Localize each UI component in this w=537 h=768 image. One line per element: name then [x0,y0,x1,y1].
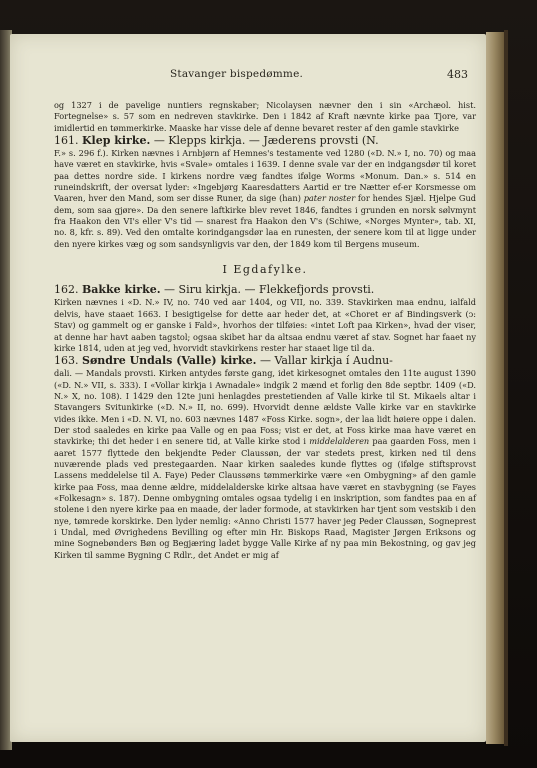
intro-paragraph: og 1327 i de pavelige nuntiers regnskaber; Nicolaysen nævner den i sin «Archæol. hist. Fortegnelse» s. 57 som en nedreven stavkirke. Den i 1842 af Kraft nævnte kirke paa Tjore, var imidlertid en tømmerkirke. Maaske har visse dele af denne bevaret rester af den gamle stavkirke [54,100,476,133]
entry-161-subtitle: — Klepps kirkja. — Jæderens provsti (N. [153,134,379,148]
entry-163-italic: middelalderen [309,436,370,447]
entry-161-title: Klep kirke. [82,134,151,148]
entry-163-number: 163. [54,354,79,368]
entry-163-body-a: dali. — Mandals provsti. Kirken antydes første gang, idet kirkesognet omtales den 11te august 1390 («D. N.» VII, s. 333). I «Vollar kirkja i Awnadale» indgik 2 mænd et forlig den 8de septbr. 1409 («D. N.» X, no. 108). I 1429 den 12te juni henlagdes prestetienden af Valle kirke til St. Mikaels altar i Stavangers Svitunkirke («D. N.» II, no. 699). Hvorvidt denne ældste Valle kirke var en stavkirke vides ikke. Men i «D. N. VI, no. 603 nævnes 1487 «Foss Kirke. sogn», der laa lidt høiere oppe i dalen. Der stod saaledes en kirke paa Valle og en paa Foss; vist er det, at Foss kirke maa have været en stavkirke; thi det heder i en senere tid, at Valle kirke stod i [54,368,476,447]
running-header [50,68,476,84]
header-title: Stavanger bispedømme. [170,68,304,80]
entry-163-body-b: paa gaarden Foss, men i aaret 1577 flyttede den bekjendte Peder Claussøn, der var stedets prest, kirken ned til dens nuværende plads ved prestegaarden. Naar kirken saaledes kunde flyttes og (ifølge stiftsprovst Lassens meddelelse til A. Faye) Peder Claussøns tømmerkirke være «en Ombygning» af den gamle kirke paa Foss, maa denne ældre, middelalderske kirke altsaa have været en stavbygning (se Fayes «Folkesagn» s. 187). Denne ombygning omtales ogsaa tydelig i en inskription, som fandtes paa en af stolene i den nyere kirke paa en maade, der lader formode, at stavkirken har tjent som vestskib i den nye, tømrede korskirke. Den lyder nemlig: «Anno Christi 1577 haver jeg Peder Claussøn, Sogneprest i Undal, med Øvrighedens Bevilling og efter min Hr. Biskops Raad, Magister Jørgen Eriksons og mine Sognebønders Bøn og Begjæring ladet bygge Valle Kirke af ny paa min Bekostning, og gav jeg Kirken til samme Bygning C Rdlr., det Andet er mig af [54,436,476,560]
entry-161-number: 161. [54,134,79,148]
entry-161-body-a: F.» s. 296 f.). Kirken nævnes i Arnbjørn af Hemnes's testamente ved 1280 («D. N.» I, no. 70) og maa have været en stavkirke, hvis «Svale» omtales i 1639. I denne svale var der en indgangsdør til koret paa dettes nordre side. I kirkens nordre væg fandtes ifølge Worms «Monum. Dan.» s. 514 en runeindskrift, der oversat lyder: «Ingebjørg Kaaresdatters Aartid er tre Nætter ef-er Korsmesse om Vaaren, hver den Mand, som ser disse Runer, da sige (han) [54,148,476,204]
page-stack-edge [486,32,504,744]
entry-161-body [54,148,476,250]
entry-163-title: Søndre Undals (Valle) kirke. [82,354,257,368]
entry-162-subtitle: — Siru kirkja. — Flekkefjords provsti. [164,283,375,297]
book-page [10,34,486,742]
entry-161-body-b: for hendes Sjæl. Hjelpe Gud dem, som saa gjøre». Da den senere laftkirke blev revet 1846, fandtes i grunden en norsk sølvmynt fra Haakon den VI's eller V's tid — snarest fra Haakon den V's (Schiwe, «Norges Mynter», tab. XI, no. 8, kfr. s. 89). Ved den omtalte korindgangsdør laa en runesten, der senere kom til at ligge under den nyere kirkes væg og som sandsynligvis var den, der 1849 kom til Bergens museum. [54,193,476,249]
entry-162-number: 162. [54,283,79,297]
page-number: 483 [447,68,468,81]
page-text [54,100,476,561]
entry-162-body: Kirken nævnes i «D. N.» IV, no. 740 ved aar 1404, og VII, no. 339. Stavkirken maa endnu, ialfald delvis, have staaet 1663. I besigtigelse for dette aar heder det, at «Choret er af Bindingsverk (ↄ: Stav) og gammelt og er ganske i Fald», hvorhos der tilføies: «intet Loft paa Kirken», hvad der viser, at denne har havt aaben tagstol; ogsaa skibet har da altsaa endnu været af stav. Sognet har faaet ny kirke 1814, uden at jeg ved, hvorvidt stavkirkens rester har staaet lige til da. [54,297,476,353]
entry-162-title: Bakke kirke. [82,283,161,297]
entry-163-body [54,368,476,561]
entry-163-subtitle: — Vallar kirkja í Audnu- [260,354,393,368]
entry-161-heading [54,134,476,148]
entry-163-heading [54,354,476,368]
section-heading: I Egdafylke. [222,263,308,277]
entry-161-italic: pater noster [303,193,356,204]
binding-strip [504,30,508,746]
entry-162-heading [54,283,476,297]
